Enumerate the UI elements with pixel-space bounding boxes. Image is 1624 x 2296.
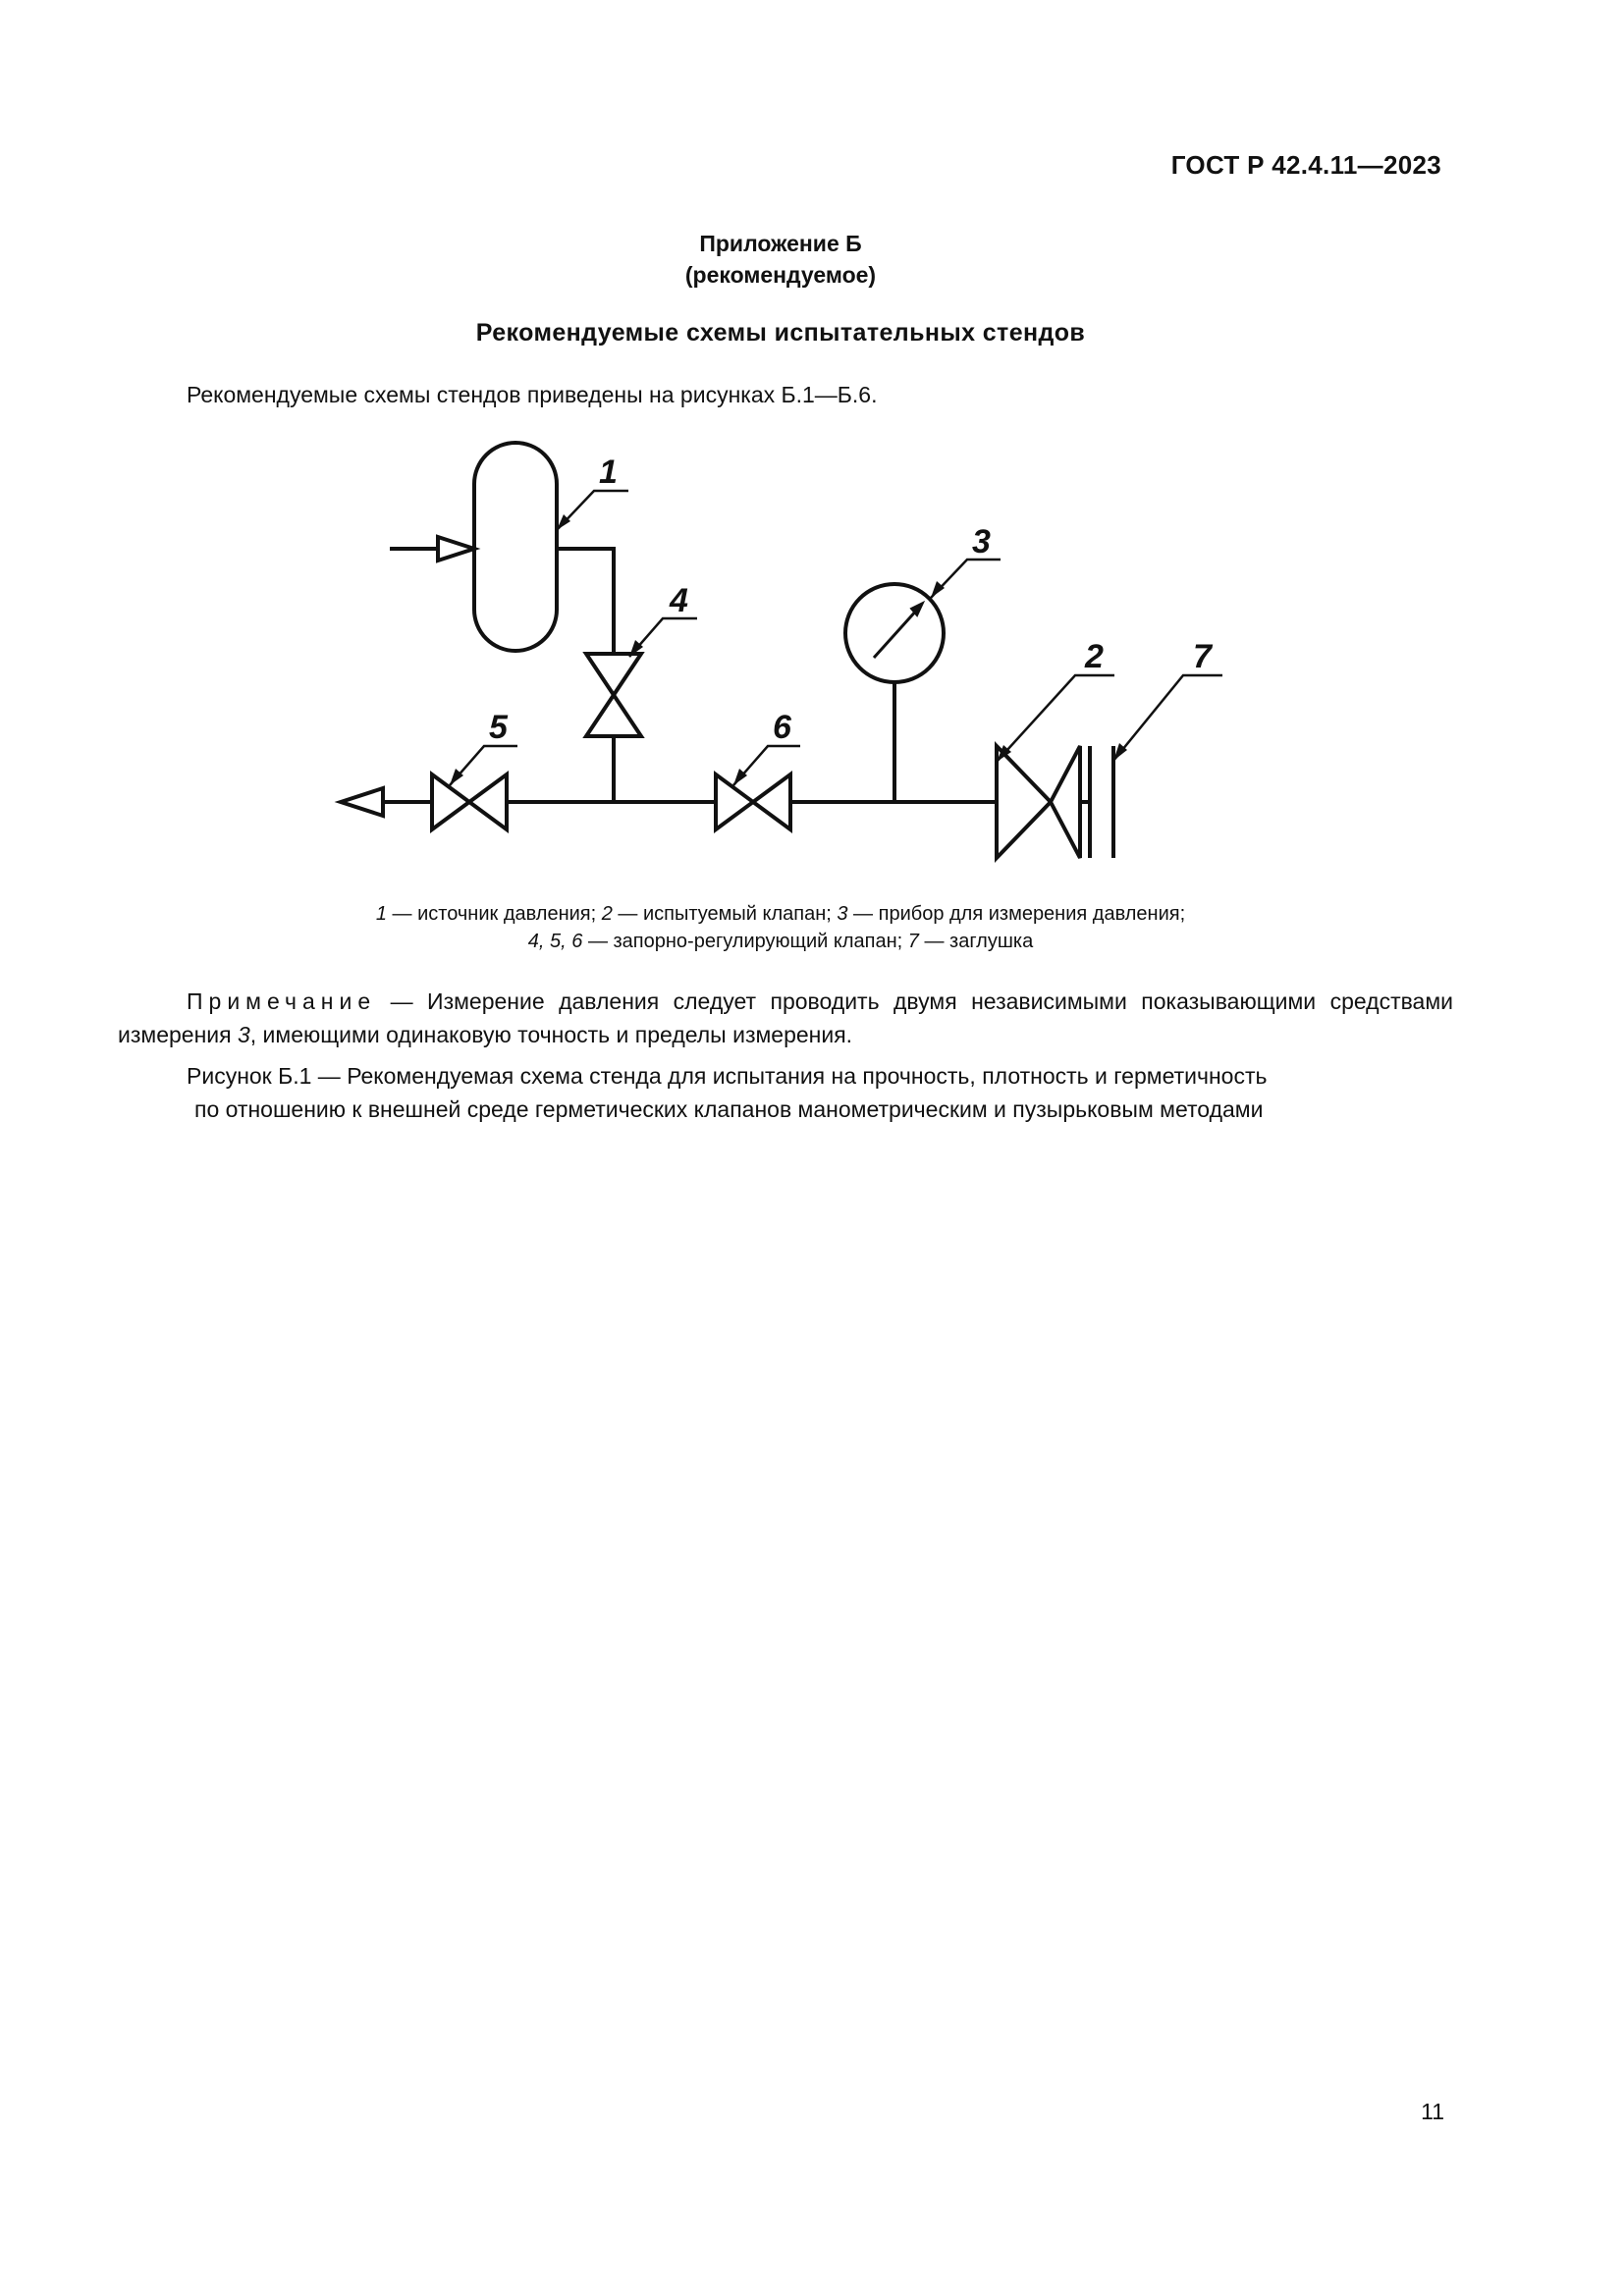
note-label: Примечание	[187, 988, 377, 1014]
legend-line-1	[0, 900, 1561, 928]
label-2: 2	[1085, 638, 1104, 675]
figure-caption	[187, 1059, 1463, 1126]
appendix-status: (рекомендуемое)	[684, 262, 877, 288]
valve-2-left	[997, 746, 1051, 858]
intro-paragraph: Рекомендуемые схемы стендов приведены на рисунках Б.1—Б.6.	[187, 382, 878, 407]
inlet-arrow	[438, 537, 474, 561]
page-number: 11	[1421, 2099, 1444, 2124]
caption-line-1: Рисунок Б.1 — Рекомендуемая схема стенда для испытания на прочность, плотность и герметичность	[187, 1063, 1268, 1089]
section-title: Рекомендуемые схемы испытательных стендов	[475, 319, 1086, 347]
legend-num-7: 7	[907, 931, 919, 952]
label-6: 6	[773, 709, 791, 746]
leader-4	[629, 618, 697, 657]
figure-legend	[0, 900, 1561, 955]
vessel-outlet-line	[557, 549, 614, 654]
leader-3-arrowhead	[931, 581, 945, 598]
document-code: ГОСТ Р 42.4.11—2023	[1170, 150, 1441, 180]
label-7: 7	[1193, 638, 1212, 675]
label-1: 1	[599, 454, 618, 491]
label-4: 4	[670, 582, 688, 619]
label-5: 5	[489, 709, 508, 746]
leader-1	[557, 491, 628, 530]
legend-text-1: — источник давления;	[386, 903, 602, 925]
legend-text-3: — прибор для измерения давления;	[847, 903, 1186, 925]
note-paragraph	[118, 985, 1453, 1051]
legend-num-3: 3	[837, 903, 848, 925]
valve-4-upper	[586, 654, 641, 695]
note-ref: 3	[237, 1022, 250, 1047]
leader-7	[1113, 675, 1222, 761]
leader-2	[997, 675, 1114, 762]
valve-6-right	[753, 774, 790, 829]
valve-2-right	[1051, 746, 1080, 858]
valve-5-right	[469, 774, 507, 829]
pressure-source-vessel	[474, 443, 557, 651]
legend-line-2	[0, 928, 1561, 955]
legend-text-7: — заглушка	[918, 931, 1034, 952]
legend-num-456: 4, 5, 6	[527, 931, 583, 952]
leader-3	[931, 560, 1001, 598]
label-3: 3	[972, 523, 991, 561]
outlet-arrow	[341, 788, 383, 816]
legend-num-1: 1	[375, 903, 387, 925]
appendix-title: Приложение Б	[699, 231, 862, 256]
note-text-b: , имеющими одинаковую точность и пределы измерения.	[249, 1022, 853, 1047]
valve-4-lower	[586, 695, 641, 736]
note-text-a: Измерение давления следует проводить двумя независимыми показывающими средствами измерения	[118, 988, 1454, 1047]
note-dash: —	[376, 988, 428, 1014]
legend-text-456: — запорно-регулирующий клапан;	[582, 931, 908, 952]
legend-num-2: 2	[601, 903, 613, 925]
legend-text-2: — испытуемый клапан;	[612, 903, 838, 925]
caption-line-2: по отношению к внешней среде герметических клапанов манометрическим и пузырьковым методами	[194, 1096, 1264, 1122]
gauge-needle	[874, 609, 918, 658]
